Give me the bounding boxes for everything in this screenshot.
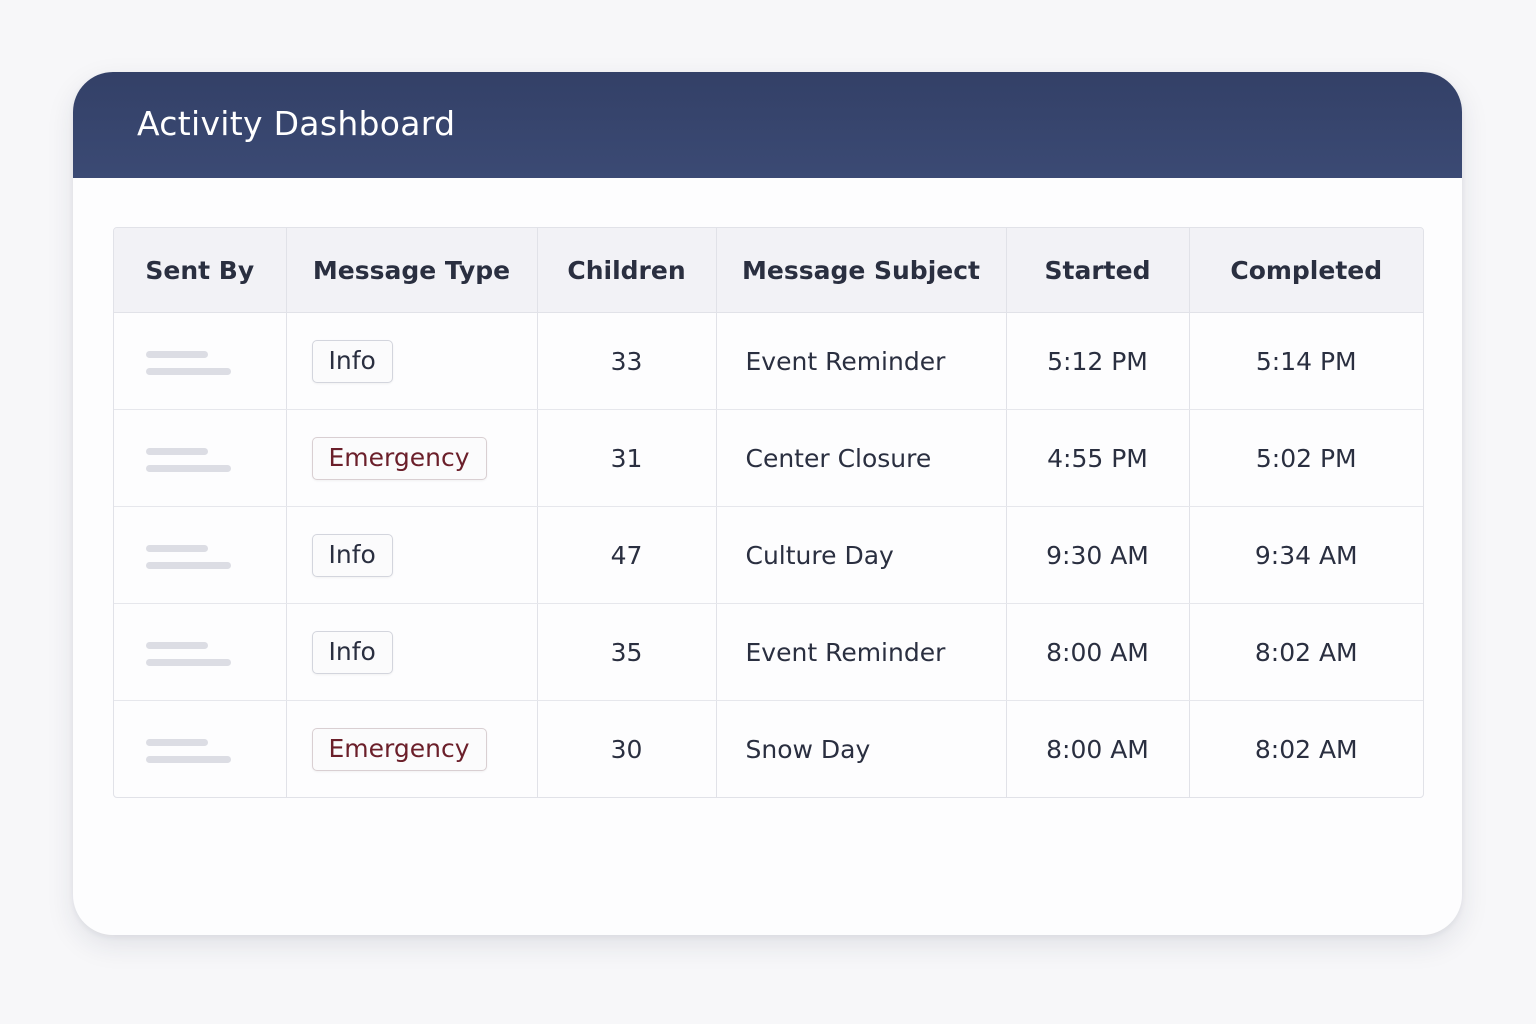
sent-by-placeholder [146, 351, 231, 375]
started-cell: 8:00 AM [1006, 604, 1189, 701]
sent-by-placeholder [146, 545, 231, 569]
column-header-message-subject[interactable]: Message Subject [716, 228, 1006, 313]
table-row[interactable] [114, 507, 1423, 604]
started-cell: 5:12 PM [1006, 313, 1189, 410]
sent-by-placeholder [146, 642, 231, 666]
children-cell: 47 [537, 507, 716, 604]
message-type-badge: Info [312, 631, 393, 674]
column-header-started[interactable]: Started [1006, 228, 1189, 313]
message-subject-cell: Event Reminder [716, 313, 1006, 410]
message-type-cell [286, 701, 537, 798]
activity-dashboard-card [73, 72, 1462, 935]
message-type-badge: Info [312, 534, 393, 577]
message-type-badge: Emergency [312, 437, 487, 480]
activity-table [114, 228, 1423, 797]
column-header-sent-by[interactable]: Sent By [114, 228, 286, 313]
column-header-message-type[interactable]: Message Type [286, 228, 537, 313]
sent-by-cell [114, 313, 286, 410]
message-type-cell [286, 507, 537, 604]
sent-by-placeholder [146, 739, 231, 763]
table-row[interactable] [114, 410, 1423, 507]
children-cell: 35 [537, 604, 716, 701]
children-cell: 31 [537, 410, 716, 507]
completed-cell: 5:02 PM [1189, 410, 1423, 507]
column-header-children[interactable]: Children [537, 228, 716, 313]
completed-cell: 9:34 AM [1189, 507, 1423, 604]
children-cell: 33 [537, 313, 716, 410]
completed-cell: 8:02 AM [1254, 734, 1358, 764]
page-title: Activity Dashboard [137, 104, 456, 143]
message-subject-cell: Center Closure [716, 410, 1006, 507]
sent-by-cell [114, 507, 286, 604]
completed-cell: 5:14 PM [1189, 313, 1423, 410]
table-row[interactable] [114, 604, 1423, 701]
message-type-cell [286, 313, 537, 410]
table-row[interactable] [114, 313, 1423, 410]
started-cell: 4:55 PM [1006, 410, 1189, 507]
table-row[interactable] [114, 701, 1423, 798]
table-header-row [114, 228, 1423, 313]
children-cell: 30 [537, 701, 716, 798]
dashboard-header [73, 72, 1462, 178]
message-subject-cell: Culture Day [716, 507, 1006, 604]
message-subject-cell: Event Reminder [716, 604, 1006, 701]
message-type-cell [286, 604, 537, 701]
started-cell: 9:30 AM [1006, 507, 1189, 604]
activity-table-container [113, 227, 1424, 798]
message-subject-cell: Snow Day [716, 701, 1006, 798]
message-type-badge: Emergency [312, 728, 487, 771]
started-cell: 8:00 AM [1006, 701, 1189, 798]
sent-by-cell [114, 410, 286, 507]
column-header-completed[interactable]: Completed [1189, 228, 1423, 313]
sent-by-placeholder [146, 448, 231, 472]
sent-by-cell [114, 604, 286, 701]
message-type-badge: Info [312, 340, 393, 383]
completed-cell: 8:02 AM [1189, 604, 1423, 701]
message-type-cell [286, 410, 537, 507]
sent-by-cell [114, 701, 286, 798]
